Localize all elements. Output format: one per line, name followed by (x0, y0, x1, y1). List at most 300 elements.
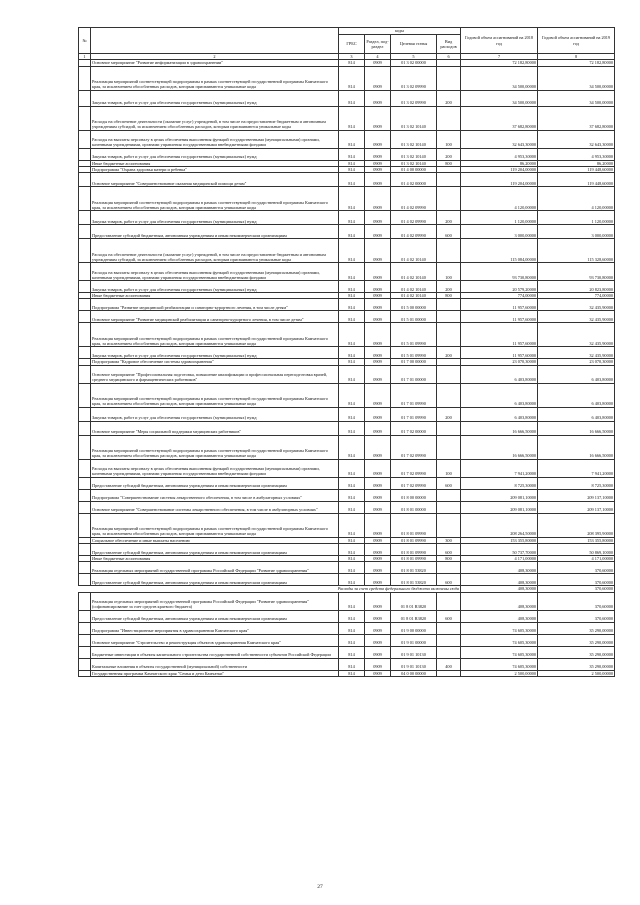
row-amount-2018: 50 737,70000 (461, 544, 538, 556)
header-codes: коды (339, 28, 461, 35)
table-row (79, 407, 615, 421)
row-name: Основное мероприятие "Строительство и реконструкция объектов здравоохранения Камчатского края" (91, 634, 339, 646)
row-razdel: 0909 (365, 556, 391, 562)
row-amount-2018: 34 500,00000 (461, 66, 538, 90)
row-razdel: 0909 (365, 646, 391, 658)
row-number (79, 239, 91, 263)
row-amount-2019: 34 500,00000 (538, 90, 615, 106)
row-name: Реализация мероприятий соответствующей подпрограммы в рамках соответствующей государственной программы Камчатского края, за исключением обособленных расходов, которым присваиваются уникальные коды (91, 513, 339, 537)
row-amount-2018: 7 941,20000 (461, 459, 538, 477)
row-amount-2019: 3 000,00000 (538, 225, 615, 239)
colnum: 3 (339, 54, 365, 60)
row-name: Реализация мероприятий соответствующей подпрограммы в рамках соответствующей государственной программы Камчатского края, за исключением обособленных расходов, которым присваиваются уникальные коды (91, 435, 339, 459)
row-grbs: 814 (339, 489, 365, 501)
row-name: Иные бюджетные ассигнования (91, 293, 339, 299)
table-row (79, 173, 615, 187)
row-expense-type: 600 (437, 574, 461, 586)
row-target-article: 01 8 01 09990 (391, 537, 437, 543)
row-number (79, 173, 91, 187)
row-number (79, 610, 91, 622)
row-razdel: 0909 (365, 299, 391, 311)
row-target-article: 01 3 02 10140 (391, 130, 437, 148)
row-amount-2019: 86,20000 (538, 160, 615, 166)
row-expense-type: 200 (437, 347, 461, 359)
row-name: Предоставление субсидий бюджетным, автономным учреждениям и иным некоммерческим организациям (91, 574, 339, 586)
table-row (79, 622, 615, 634)
row-expense-type (437, 634, 461, 646)
row-number (79, 592, 91, 610)
row-amount-2018: 32 643,30000 (461, 130, 538, 148)
row-target-article: 01 3 02 10140 (391, 106, 437, 130)
row-razdel: 0909 (365, 148, 391, 160)
note-amount-2019: 370,60000 (538, 586, 615, 592)
row-amount-2019: 370,60000 (538, 592, 615, 610)
row-amount-2018: 408,30000 (461, 610, 538, 622)
row-grbs: 814 (339, 311, 365, 323)
row-name: Расходы на обеспечение деятельности (оказание услуг) учреждений, в том числе на предоставление бюджетным и автономным учреждениям субсидий, за исключением обособленных расходов, которым присваиваются уникальные коды (91, 239, 339, 263)
row-grbs: 814 (339, 166, 365, 172)
row-expense-type (437, 299, 461, 311)
row-number (79, 658, 91, 670)
row-razdel: 0909 (365, 489, 391, 501)
row-razdel: 0909 (365, 173, 391, 187)
row-amount-2019: 8 725,30000 (538, 477, 615, 489)
row-expense-type (437, 323, 461, 347)
row-expense-type (437, 106, 461, 130)
table-row (79, 435, 615, 459)
row-amount-2018: 11 957,60000 (461, 347, 538, 359)
row-name: Подпрограмма "Совершенствование системы лекарственного обеспечения, в том числе в амбулаторных условиях" (91, 489, 339, 501)
colnum: 7 (461, 54, 538, 60)
row-number (79, 501, 91, 513)
table-row (79, 513, 615, 537)
row-number (79, 383, 91, 407)
row-razdel: 0909 (365, 634, 391, 646)
row-amount-2018: 11 957,60000 (461, 311, 538, 323)
row-amount-2018: 37 682,80000 (461, 106, 538, 130)
row-name: Социальное обеспечение и иные выплаты населению (91, 537, 339, 543)
table-row (79, 187, 615, 211)
row-target-article: 01 5 01 09990 (391, 347, 437, 359)
row-number (79, 281, 91, 293)
row-razdel: 0909 (365, 66, 391, 90)
row-amount-2018: 4 120,00000 (461, 187, 538, 211)
row-amount-2018: 209 081,10000 (461, 489, 538, 501)
row-number (79, 435, 91, 459)
row-amount-2018: 774,00000 (461, 293, 538, 299)
row-number (79, 311, 91, 323)
row-razdel: 0909 (365, 211, 391, 225)
row-amount-2018: 74 605,30000 (461, 634, 538, 646)
row-name: Закупка товаров, работ и услуг для обеспечения государственных (муниципальных) нужд (91, 148, 339, 160)
row-target-article: 01 7 01 09990 (391, 383, 437, 407)
row-target-article: 01 3 02 10140 (391, 160, 437, 166)
row-razdel: 0909 (365, 239, 391, 263)
table-row (79, 323, 615, 347)
row-razdel: 0909 (365, 323, 391, 347)
row-amount-2019: 4 120,00000 (538, 187, 615, 211)
row-number (79, 622, 91, 634)
row-name: Бюджетные инвестиции в объекты капитального строительства государственной собственности субъектов Российской Федерации (91, 646, 339, 658)
row-target-article: 01 7 02 09990 (391, 477, 437, 489)
row-target-article: 01 8 01 R3820 (391, 610, 437, 622)
row-amount-2018: 23 070,30000 (461, 359, 538, 365)
row-grbs: 814 (339, 173, 365, 187)
row-expense-type (437, 562, 461, 574)
row-amount-2019: 370,60000 (538, 574, 615, 586)
row-amount-2018: 11 957,60000 (461, 299, 538, 311)
budget-table (78, 27, 615, 677)
row-razdel: 0909 (365, 311, 391, 323)
row-target-article: 01 5 00 00000 (391, 299, 437, 311)
table-row (79, 658, 615, 670)
row-expense-type: 800 (437, 556, 461, 562)
table-row (79, 311, 615, 323)
row-grbs: 814 (339, 501, 365, 513)
row-amount-2018: 209 081,10000 (461, 501, 538, 513)
note-amount-2018: 408,30000 (461, 586, 538, 592)
row-number (79, 66, 91, 90)
row-name: Расходы на обеспечение деятельности (оказание услуг) учреждений, в том числе на предоставление бюджетным и автономным учреждениям субсидий, за исключением обособленных расходов, которым присваиваются уникальные коды (91, 106, 339, 130)
row-razdel: 0909 (365, 459, 391, 477)
row-amount-2018: 11 957,60000 (461, 323, 538, 347)
row-number (79, 347, 91, 359)
row-name: Расходы на выплаты персоналу в целях обеспечения выполнения функций государственными (муниципальными) органами, казенными учреждениями, органами управления государственными внебюджетными фондами (91, 459, 339, 477)
row-razdel: 0909 (365, 407, 391, 421)
row-amount-2019: 72 182,80000 (538, 60, 615, 66)
row-amount-2018: 6 403,80000 (461, 365, 538, 383)
row-amount-2019: 6 403,80000 (538, 365, 615, 383)
row-target-article: 01 8 01 09990 (391, 513, 437, 537)
row-grbs: 814 (339, 60, 365, 66)
row-expense-type: 600 (437, 544, 461, 556)
header-grbs: ГРБС (339, 35, 365, 54)
row-expense-type: 600 (437, 477, 461, 489)
row-expense-type (437, 239, 461, 263)
row-amount-2019: 35 290,00000 (538, 658, 615, 670)
colnum: 4 (365, 54, 391, 60)
row-name: Подпрограмма "Охрана здоровья матери и ребенка" (91, 166, 339, 172)
row-razdel: 0909 (365, 574, 391, 586)
table-row (79, 489, 615, 501)
table-row (79, 106, 615, 130)
row-amount-2018: 16 666,50000 (461, 435, 538, 459)
row-name: Подпрограмма "Развитие медицинской реабилитации и санаторно-курортного лечения, в том числе детям" (91, 299, 339, 311)
row-number (79, 365, 91, 383)
row-number (79, 634, 91, 646)
table-row (79, 263, 615, 281)
row-amount-2018: 119 204,00000 (461, 166, 538, 172)
row-target-article: 01 4 02 09990 (391, 187, 437, 211)
row-target-article: 01 7 00 00000 (391, 359, 437, 365)
row-grbs: 814 (339, 421, 365, 435)
row-number (79, 106, 91, 130)
row-expense-type: 800 (437, 293, 461, 299)
row-grbs: 814 (339, 106, 365, 130)
row-number (79, 148, 91, 160)
row-grbs: 814 (339, 359, 365, 365)
row-number (79, 646, 91, 658)
table-row (79, 592, 615, 610)
row-amount-2019: 16 666,50000 (538, 421, 615, 435)
row-number (79, 421, 91, 435)
row-razdel: 0909 (365, 130, 391, 148)
row-target-article: 01 5 01 00000 (391, 311, 437, 323)
header-no: № (79, 28, 91, 54)
row-expense-type (437, 311, 461, 323)
table-row (79, 383, 615, 407)
row-amount-2019: 35 290,00000 (538, 622, 615, 634)
header-razdel: Раздел, под-раздел (365, 35, 391, 54)
row-name: Основное мероприятие "Профессиональная подготовка, повышение квалификации и профессиональная переподготовка врачей, среднего медицинского и фармацевтических работников" (91, 365, 339, 383)
row-grbs: 814 (339, 263, 365, 281)
row-razdel: 0909 (365, 187, 391, 211)
row-grbs: 814 (339, 562, 365, 574)
row-grbs: 814 (339, 537, 365, 543)
table-row (79, 459, 615, 477)
row-razdel: 0909 (365, 293, 391, 299)
colnum: 8 (538, 54, 615, 60)
row-target-article: 01 7 02 09990 (391, 459, 437, 477)
row-name: Закупка товаров, работ и услуг для обеспечения государственных (муниципальных) нужд (91, 90, 339, 106)
row-expense-type (437, 187, 461, 211)
row-amount-2019: 209 137,10000 (538, 489, 615, 501)
row-number (79, 299, 91, 311)
row-number (79, 562, 91, 574)
row-amount-2019: 93 730,80000 (538, 263, 615, 281)
row-target-article: 01 8 01 09990 (391, 556, 437, 562)
row-razdel: 0909 (365, 544, 391, 556)
row-name: Основное мероприятие "Развитие медицинской реабилитации и санаторно-курортного лечения, в том числе детям" (91, 311, 339, 323)
row-expense-type: 300 (437, 537, 461, 543)
row-grbs: 814 (339, 211, 365, 225)
row-amount-2019: 7 941,20000 (538, 459, 615, 477)
row-grbs: 814 (339, 459, 365, 477)
row-razdel: 0909 (365, 359, 391, 365)
row-number (79, 489, 91, 501)
row-amount-2019: 6 403,80000 (538, 407, 615, 421)
row-razdel: 0909 (365, 670, 391, 676)
row-target-article: 01 8 01 53820 (391, 562, 437, 574)
row-razdel: 0909 (365, 263, 391, 281)
row-grbs: 814 (339, 513, 365, 537)
row-target-article: 01 3 02 10140 (391, 148, 437, 160)
row-target-article: 01 9 01 10130 (391, 646, 437, 658)
row-target-article: 04 0 00 00000 (391, 670, 437, 676)
row-amount-2019: 208 395,90000 (538, 513, 615, 537)
row-amount-2019: 32 435,90000 (538, 311, 615, 323)
row-amount-2018: 408,30000 (461, 574, 538, 586)
row-target-article: 01 8 01 R3820 (391, 592, 437, 610)
table-row (79, 130, 615, 148)
row-expense-type: 400 (437, 658, 461, 670)
row-number (79, 477, 91, 489)
row-razdel: 0909 (365, 477, 391, 489)
row-name: Иные бюджетные ассигнования (91, 160, 339, 166)
header-target-article: Целевая статья (391, 35, 437, 54)
table-row (79, 347, 615, 359)
row-grbs: 814 (339, 160, 365, 166)
row-name: Закупка товаров, работ и услуг для обеспечения государственных (муниципальных) нужд (91, 281, 339, 293)
row-amount-2019: 2 500,00000 (538, 670, 615, 676)
row-target-article: 01 7 01 00000 (391, 365, 437, 383)
row-name: Государственная программа Камчатского края "Семья и дети Камчатки" (91, 670, 339, 676)
row-razdel: 0909 (365, 60, 391, 66)
row-amount-2019: 32 435,90000 (538, 347, 615, 359)
row-amount-2019: 16 666,50000 (538, 435, 615, 459)
row-target-article: 01 4 02 10140 (391, 293, 437, 299)
row-grbs: 814 (339, 281, 365, 293)
row-amount-2019: 23 070,30000 (538, 359, 615, 365)
table-row (79, 299, 615, 311)
row-razdel: 0909 (365, 383, 391, 407)
row-grbs: 814 (339, 383, 365, 407)
row-grbs: 814 (339, 293, 365, 299)
row-name: Основное мероприятие "Развитие информатизации в здравоохранении" (91, 60, 339, 66)
row-expense-type (437, 173, 461, 187)
row-amount-2019: 1 120,00000 (538, 211, 615, 225)
row-amount-2019: 32 435,90000 (538, 323, 615, 347)
header-2018: Годовой объем ассигнований на 2018 год (461, 28, 538, 54)
row-grbs: 814 (339, 90, 365, 106)
row-target-article: 01 8 01 00000 (391, 501, 437, 513)
table-row (79, 148, 615, 160)
row-amount-2019: 35 290,00000 (538, 634, 615, 646)
row-grbs: 814 (339, 634, 365, 646)
row-amount-2019: 370,60000 (538, 562, 615, 574)
row-number (79, 130, 91, 148)
row-target-article: 01 4 02 10140 (391, 263, 437, 281)
row-expense-type: 200 (437, 407, 461, 421)
row-amount-2018: 3 000,00000 (461, 225, 538, 239)
row-expense-type: 100 (437, 130, 461, 148)
row-number (79, 90, 91, 106)
row-razdel: 0909 (365, 421, 391, 435)
row-grbs: 814 (339, 225, 365, 239)
row-amount-2018: 20 579,20000 (461, 281, 538, 293)
row-name: Подпрограмма "Инвестиционные мероприятия в здравоохранении Камчатского края" (91, 622, 339, 634)
row-name: Расходы на выплаты персоналу в целях обеспечения выполнения функций государственными (муниципальными) органами, казенными учреждениями, органами управления государственными внебюджетными фондами (91, 130, 339, 148)
row-amount-2019: 20 823,80000 (538, 281, 615, 293)
table-row (79, 365, 615, 383)
row-number (79, 263, 91, 281)
row-amount-2018: 6 403,80000 (461, 407, 538, 421)
table-row (79, 562, 615, 574)
row-expense-type (437, 592, 461, 610)
row-grbs: 814 (339, 622, 365, 634)
row-name: Предоставление субсидий бюджетным, автономным учреждениям и иным некоммерческим организациям (91, 544, 339, 556)
table-row (79, 225, 615, 239)
row-amount-2019: 50 869,10000 (538, 544, 615, 556)
table-row (79, 634, 615, 646)
note-text: Расходы за счет средств федерального бюджета включены сюда (337, 586, 460, 592)
row-grbs: 814 (339, 435, 365, 459)
row-expense-type (437, 383, 461, 407)
table-header (79, 28, 615, 60)
row-expense-type: 800 (437, 160, 461, 166)
row-number (79, 407, 91, 421)
row-target-article: 01 5 01 09990 (391, 323, 437, 347)
row-amount-2018: 408,30000 (461, 562, 538, 574)
header-expense-type: Вид расходов (437, 35, 461, 54)
row-expense-type (437, 489, 461, 501)
row-target-article: 01 4 02 10140 (391, 239, 437, 263)
row-razdel: 0909 (365, 281, 391, 293)
row-grbs: 814 (339, 66, 365, 90)
row-grbs: 814 (339, 407, 365, 421)
table-row (79, 281, 615, 293)
row-razdel: 0909 (365, 562, 391, 574)
row-number (79, 513, 91, 537)
row-name: Предоставление субсидий бюджетным, автономным учреждениям и иным некоммерческим организациям (91, 225, 339, 239)
row-name: Основное мероприятие "Совершенствование оказания медицинской помощи детям" (91, 173, 339, 187)
row-expense-type (437, 513, 461, 537)
row-amount-2018: 1 120,00000 (461, 211, 538, 225)
row-number (79, 670, 91, 676)
row-amount-2019: 153 355,80000 (538, 537, 615, 543)
row-expense-type: 200 (437, 148, 461, 160)
table-row (79, 421, 615, 435)
row-razdel: 0909 (365, 592, 391, 610)
row-grbs: 814 (339, 365, 365, 383)
row-amount-2018: 86,20000 (461, 160, 538, 166)
row-name: Основное мероприятие "Меры социальной поддержки медицинских работников" (91, 421, 339, 435)
row-target-article: 01 3 02 09990 (391, 90, 437, 106)
row-razdel: 0909 (365, 90, 391, 106)
row-grbs: 814 (339, 130, 365, 148)
row-amount-2019: 119 448,60000 (538, 173, 615, 187)
row-name: Реализация мероприятий соответствующей подпрограммы в рамках соответствующей государственной программы Камчатского края, за исключением обособленных расходов, которым присваиваются уникальные коды (91, 187, 339, 211)
row-name: Закупка товаров, работ и услуг для обеспечения государственных (муниципальных) нужд (91, 407, 339, 421)
row-amount-2018: 4 953,30000 (461, 148, 538, 160)
table-row (79, 610, 615, 622)
row-razdel: 0909 (365, 537, 391, 543)
row-expense-type: 100 (437, 459, 461, 477)
row-amount-2018: 8 725,30000 (461, 477, 538, 489)
table-row (79, 477, 615, 489)
row-target-article: 01 4 00 00000 (391, 166, 437, 172)
row-grbs: 814 (339, 646, 365, 658)
row-razdel: 0909 (365, 106, 391, 130)
row-amount-2018: 2 500,00000 (461, 670, 538, 676)
table-body (79, 60, 615, 677)
row-expense-type: 200 (437, 90, 461, 106)
row-grbs: 814 (339, 556, 365, 562)
row-expense-type (437, 501, 461, 513)
row-target-article: 01 4 02 00000 (391, 173, 437, 187)
row-name: Предоставление субсидий бюджетным, автономным учреждениям и иным некоммерческим организациям (91, 477, 339, 489)
row-target-article: 01 7 01 09990 (391, 407, 437, 421)
header-2019: Годовой объем ассигнований на 2019 год (538, 28, 615, 54)
row-name: Реализация мероприятий соответствующей подпрограммы в рамках соответствующей государственной программы Камчатского края, за исключением обособленных расходов, которым присваиваются уникальные коды (91, 66, 339, 90)
row-target-article: 01 4 02 09990 (391, 211, 437, 225)
row-name: Реализация мероприятий соответствующей подпрограммы в рамках соответствующей государственной программы Камчатского края, за исключением обособленных расходов, которым присваиваются уникальные коды (91, 323, 339, 347)
row-amount-2019: 115 328,60000 (538, 239, 615, 263)
row-number (79, 459, 91, 477)
row-amount-2018: 408,30000 (461, 592, 538, 610)
row-grbs: 814 (339, 347, 365, 359)
row-number (79, 544, 91, 556)
row-razdel: 0909 (365, 347, 391, 359)
row-amount-2018: 74 605,30000 (461, 658, 538, 670)
row-grbs: 814 (339, 574, 365, 586)
page-number: 27 (317, 884, 323, 890)
row-target-article: 01 9 01 10130 (391, 658, 437, 670)
row-name: Закупка товаров, работ и услуг для обеспечения государственных (муниципальных) нужд (91, 347, 339, 359)
row-grbs: 814 (339, 544, 365, 556)
row-amount-2018: 4 171,00000 (461, 556, 538, 562)
row-amount-2018: 119 204,00000 (461, 173, 538, 187)
